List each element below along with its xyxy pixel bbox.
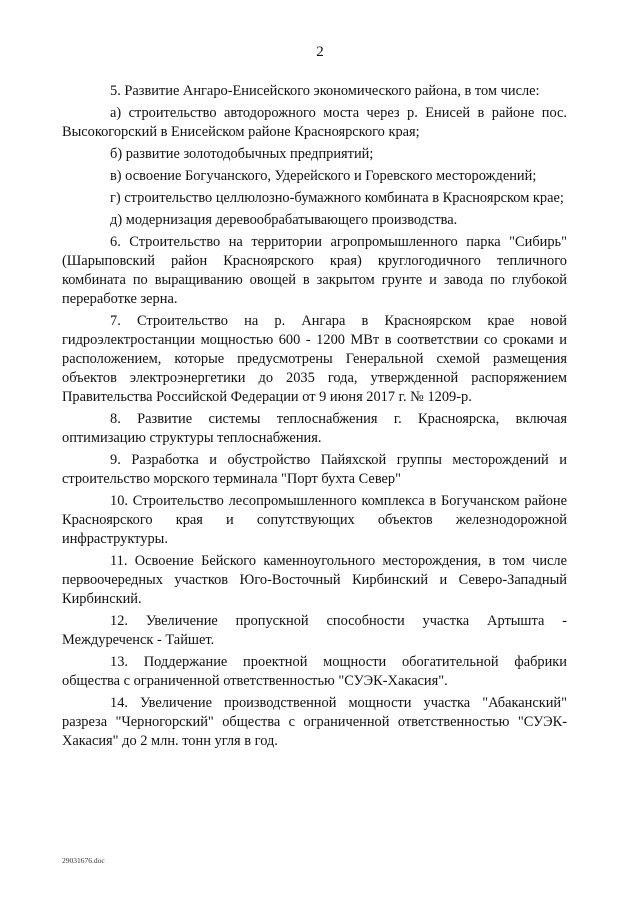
paragraph-item-12: 12. Увеличение пропускной способности участка Артышта - Междуреченск - Тайшет. bbox=[62, 613, 567, 648]
paragraph-item-14: 14. Увеличение производственной мощности участка "Абаканский" разреза "Черногорский" общества с ограниченной ответственностью "СУЭК-Хакасия" до 2 млн. тонн угля в год. bbox=[62, 695, 567, 749]
paragraph-item-8: 8. Развитие системы теплоснабжения г. Красноярска, включая оптимизацию структуры теплоснабжения. bbox=[62, 411, 567, 446]
paragraph-item-11: 11. Освоение Бейского каменноугольного месторождения, в том числе первоочередных участков Юго-Восточный Кирбинский и Северо-Западный Кирбинский. bbox=[62, 553, 567, 607]
paragraph-item-10: 10. Строительство лесопромышленного комплекса в Богучанском районе Красноярского края и сопутствующих объектов железнодорожной инфраструктуры. bbox=[62, 493, 567, 547]
paragraph-subitem-v: в) освоение Богучанского, Удерейского и Горевского месторождений; bbox=[110, 168, 537, 184]
paragraph-subitem-d: д) модернизация деревообрабатывающего производства. bbox=[110, 212, 458, 228]
page-number: 2 bbox=[316, 44, 324, 60]
paragraph-item-5: 5. Развитие Ангаро-Енисейского экономического района, в том числе: bbox=[110, 83, 540, 99]
document-footer-filename: 29031676.doc bbox=[62, 856, 105, 865]
paragraph-item-6: 6. Строительство на территории агропромышленного парка "Сибирь" (Шарыповский район Красноярского края) круглогодичного тепличного комбината по выращиванию овощей в закрытом грунте и завода по глубокой переработке зерна. bbox=[62, 234, 567, 307]
paragraph-item-7: 7. Строительство на р. Ангара в Красноярском крае новой гидроэлектростанции мощностью 600 - 1200 МВт в соответствии со сроками и расположением, которые предусмотрены Генеральной схемой размещения объектов электроэнергетики до 2035 года, утвержденной распоряжением Правительства Российской Федерации от 9 июня 2017 г. № 1209-р. bbox=[62, 313, 567, 405]
paragraph-subitem-a: а) строительство автодорожного моста через р. Енисей в районе пос. Высокогорский в Енисейском районе Красноярского края; bbox=[62, 105, 567, 140]
paragraph-subitem-b: б) развитие золотодобычных предприятий; bbox=[110, 146, 374, 162]
paragraph-item-13: 13. Поддержание проектной мощности обогатительной фабрики общества с ограниченной ответственностью "СУЭК-Хакасия". bbox=[62, 654, 567, 689]
paragraph-subitem-g: г) строительство целлюлозно-бумажного комбината в Красноярском крае; bbox=[110, 190, 564, 206]
document-body bbox=[62, 82, 567, 754]
paragraph-item-9: 9. Разработка и обустройство Пайяхской группы месторождений и строительство морского терминала "Порт бухта Север" bbox=[62, 452, 567, 487]
